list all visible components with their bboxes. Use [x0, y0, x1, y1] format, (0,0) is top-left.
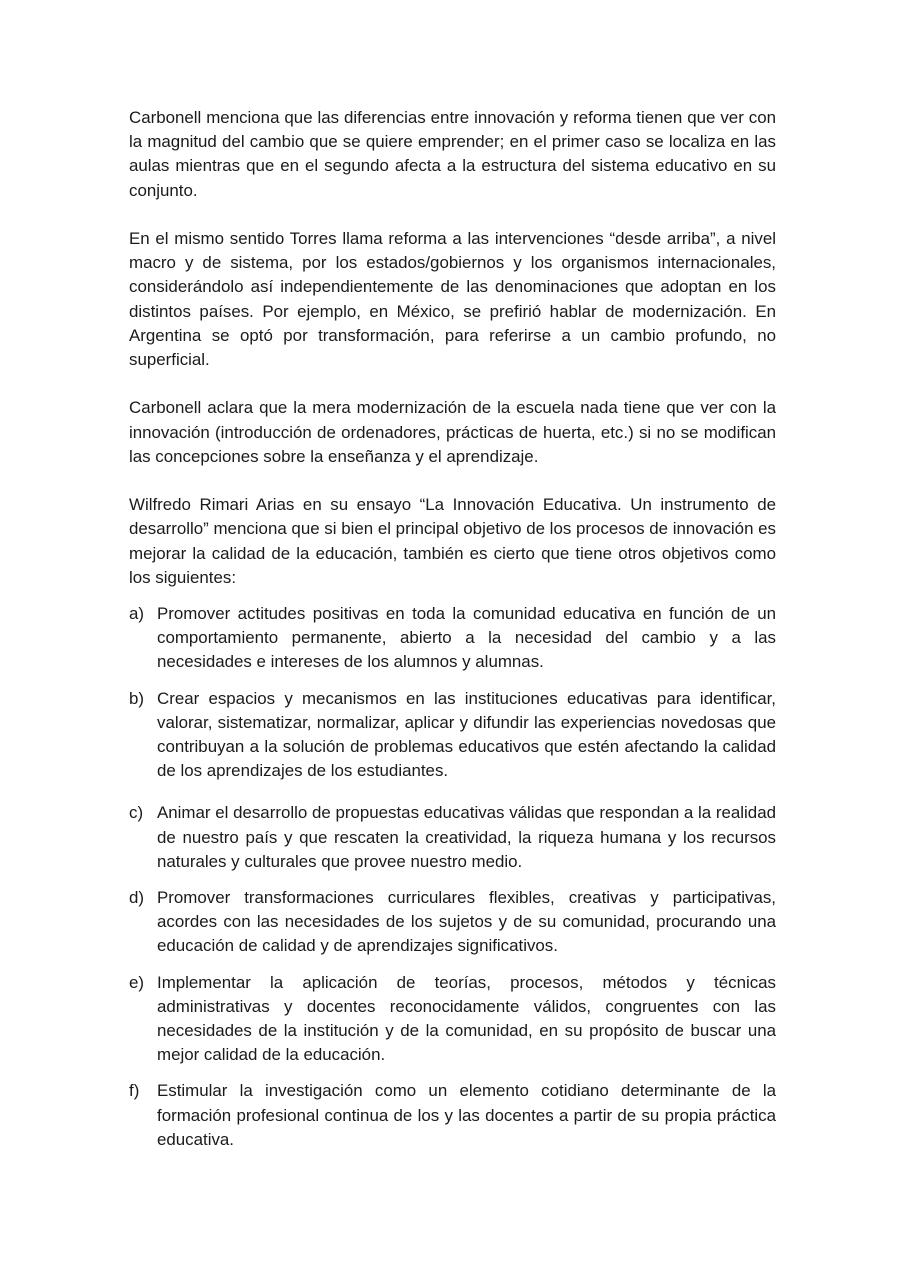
- list-item-text: Implementar la aplicación de teorías, procesos, métodos y técnicas administrativas y docentes reconocidamente válidos, congruentes con las necesidades de la institución y de la comunidad, en su propósito de buscar una mejor calidad de la educación.: [157, 972, 776, 1065]
- paragraph-torres-reforma: En el mismo sentido Torres llama reforma a las intervenciones “desde arriba”, a nivel macro y de sistema, por los estados/gobiernos y los organismos internacionales, considerándolo así independientemente de las denominaciones que adoptan en los distintos países. Por ejemplo, en México, se prefirió hablar de modernización. En Argentina se optó por transformación, para referirse a un cambio profundo, no superficial.: [129, 229, 776, 370]
- list-item-text: Promover actitudes positivas en toda la comunidad educativa en función de un comportamiento permanente, abierto a la necesidad del cambio y a las necesidades e intereses de los alumnos y alumnas.: [157, 604, 776, 672]
- paragraph-carbonell-modernizacion: Carbonell aclara que la mera modernización de la escuela nada tiene que ver con la innovación (introducción de ordenadores, prácticas de huerta, etc.) si no se modifican las concepciones sobre la enseñanza y el aprendizaje.: [129, 398, 776, 466]
- objectives-list: [129, 602, 776, 1152]
- list-marker: e): [129, 972, 145, 992]
- paragraph-carbonell-diferencias: Carbonell menciona que las diferencias entre innovación y reforma tienen que ver con la magnitud del cambio que se quiere emprender; en el primer caso se localiza en las aulas mientras que en el segundo afecta a la estructura del sistema educativo en su conjunto.: [129, 108, 776, 200]
- list-item-text: Crear espacios y mecanismos en las instituciones educativas para identificar, valorar, sistematizar, normalizar, aplicar y difundir las experiencias novedosas que contribuyan a la solución de problemas educativos que estén afectando la calidad de los aprendizajes de los estudiantes.: [157, 688, 776, 781]
- list-item-text: Animar el desarrollo de propuestas educativas válidas que respondan a la realidad de nuestro país y que rescaten la creatividad, la riqueza humana y los recursos naturales y culturales que provee nuestro medio.: [157, 803, 776, 871]
- list-marker: b): [129, 688, 145, 708]
- list-item: [129, 801, 776, 874]
- list-item: [129, 602, 776, 675]
- list-item: [129, 971, 776, 1068]
- list-item: [129, 1079, 776, 1152]
- list-item: [129, 687, 776, 784]
- list-item: [129, 886, 776, 959]
- list-marker: a): [129, 604, 145, 624]
- list-marker: f): [129, 1081, 140, 1101]
- list-item-text: Promover transformaciones curriculares flexibles, creativas y participativas, acordes con las necesidades de los sujetos y de su comunidad, procurando una educación de calidad y de aprendizajes significativos.: [157, 888, 776, 956]
- list-marker: c): [129, 803, 144, 823]
- document-page: [129, 106, 776, 1164]
- paragraph-rimari-objetivos: Wilfredo Rimari Arias en su ensayo “La Innovación Educativa. Un instrumento de desarrollo” menciona que si bien el principal objetivo de los procesos de innovación es mejorar la calidad de la educación, también es cierto que tiene otros objetivos como los siguientes:: [129, 495, 776, 587]
- list-item-text: Estimular la investigación como un elemento cotidiano determinante de la formación profesional continua de los y las docentes a partir de su propia práctica educativa.: [157, 1081, 776, 1149]
- list-marker: d): [129, 888, 145, 908]
